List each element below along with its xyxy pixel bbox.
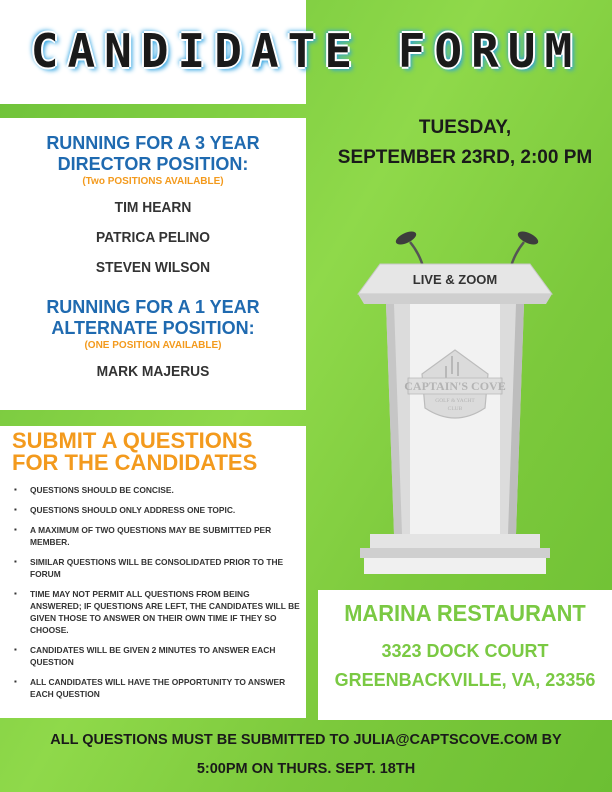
candidate-name: STEVEN WILSON [95, 259, 211, 276]
alternate-heading-line2: ALTERNATE POSITION: [51, 318, 255, 338]
event-datetime: SEPTEMBER 23RD, 2:00 PM [337, 147, 593, 168]
director-heading-line2: DIRECTOR POSITION: [57, 154, 249, 174]
venue-city: GREENBACKVILLE, VA, 23356 [334, 670, 596, 690]
list-item: ▪ A MAXIMUM OF TWO QUESTIONS MAY BE SUBMITTED PER MEMBER. [14, 525, 272, 547]
podium-illustration [340, 224, 600, 584]
bullet-icon: ▪ [14, 505, 17, 514]
logo-sub1: GOLF & YACHT [435, 398, 475, 404]
questions-panel [0, 426, 306, 718]
bullet-icon: ▪ [14, 557, 17, 566]
director-heading-line1: RUNNING FOR A 3 YEAR [46, 133, 260, 153]
list-item: ▪ QUESTIONS SHOULD BE CONCISE. [14, 485, 174, 495]
venue-street: 3323 DOCK COURT [381, 641, 549, 661]
footer-line2: 5:00PM ON THURS. SEPT. 18TH [196, 761, 416, 777]
questions-list [12, 484, 306, 700]
list-item: ▪ SIMILAR QUESTIONS WILL BE CONSOLIDATED PRIOR TO THE FORUM [14, 557, 284, 579]
candidate-name: PATRICA PELINO [96, 229, 210, 246]
director-note: (Two POSITIONS AVAILABLE) [82, 176, 224, 187]
list-item: ▪ TIME MAY NOT PERMIT ALL QUESTIONS FROM BEING ANSWERED; IF QUESTIONS ARE LEFT, THE CANDIDATES WILL BE GIVEN THOSE TO ANSWER ON THEIR OWN TIME IF THEY SO CHOOSE. [14, 589, 300, 635]
venue-name: MARINA RESTAURANT [344, 600, 586, 626]
questions-heading-line1: SUBMIT A QUESTIONS [12, 428, 253, 453]
list-item: ▪ CANDIDATES WILL BE GIVEN 2 MINUTES TO ANSWER EACH QUESTION [14, 645, 276, 667]
list-item: ▪ ALL CANDIDATES WILL HAVE THE OPPORTUNITY TO ANSWER EACH QUESTION [14, 677, 286, 699]
bullet-icon: ▪ [14, 589, 17, 598]
logo-sub2: CLUB [447, 406, 463, 412]
logo-name: CAPTAIN'S COVE [404, 379, 506, 393]
venue-panel [318, 590, 612, 720]
bullet-icon: ▪ [14, 485, 17, 494]
candidate-name: MARK MAJERUS [96, 363, 210, 380]
questions-heading-line2: FOR THE CANDIDATES [12, 450, 258, 475]
bullet-icon: ▪ [14, 645, 17, 654]
footer-notice [0, 726, 612, 784]
candidates-panel [0, 118, 306, 410]
list-item: ▪ QUESTIONS SHOULD ONLY ADDRESS ONE TOPIC. [14, 505, 236, 515]
alternate-note: (ONE POSITION AVAILABLE) [84, 340, 222, 351]
bullet-icon: ▪ [14, 525, 17, 534]
bullet-icon: ▪ [14, 677, 17, 686]
page-title: CANDIDATE FORUM [30, 24, 582, 78]
podium-label: LIVE & ZOOM [412, 272, 498, 287]
candidate-name: TIM HEARN [114, 199, 192, 216]
footer-line1: ALL QUESTIONS MUST BE SUBMITTED TO JULIA@CAPTSCOVE.COM BY [50, 732, 562, 748]
questions-heading [12, 430, 306, 474]
alternate-heading-line1: RUNNING FOR A 1 YEAR [46, 297, 260, 317]
event-date [318, 113, 612, 173]
event-day: TUESDAY, [418, 117, 512, 138]
